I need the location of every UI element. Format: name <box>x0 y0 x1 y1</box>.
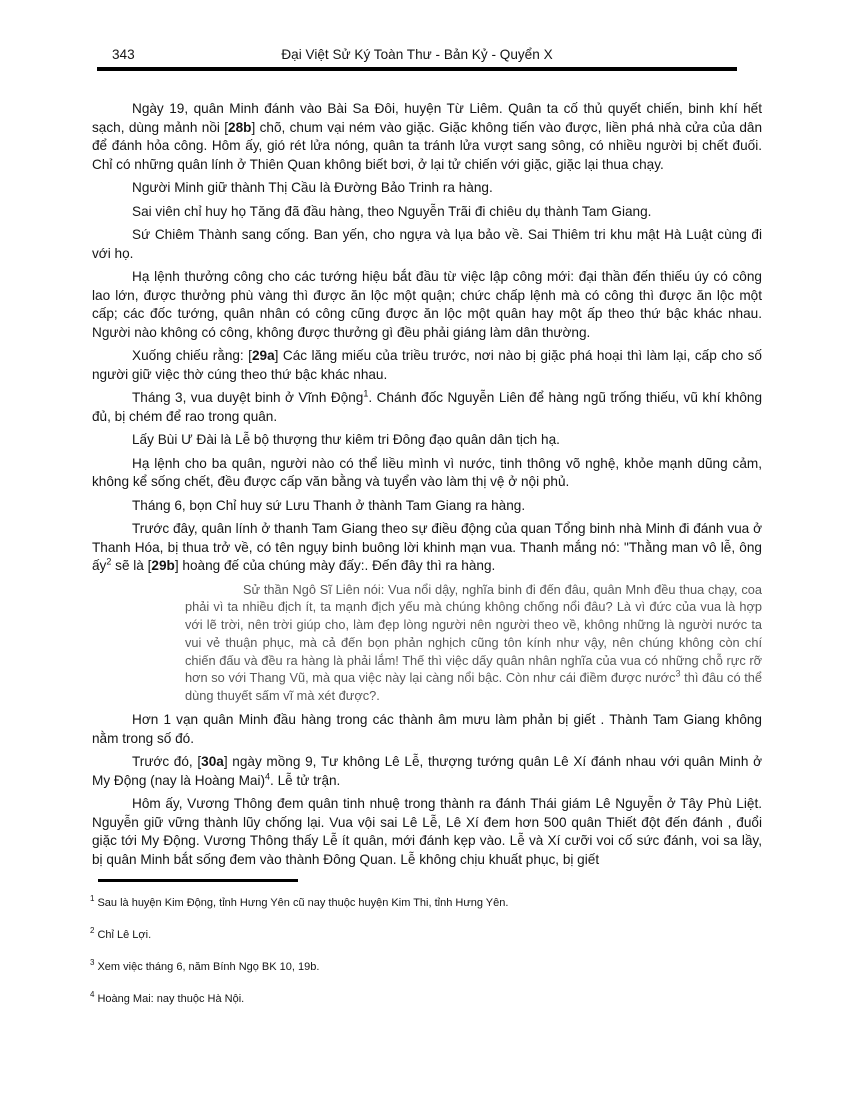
text-run: Hơn 1 vạn quân Minh đầu hàng trong các thành âm mưu làm phản bị giết . Thành Tam Giang không nằm trong số đó. <box>92 712 762 746</box>
footnote-2 <box>90 928 762 942</box>
footnote-text: Sau là huyện Kim Động, tỉnh Hưng Yên cũ nay thuộc huyện Kim Thi, tỉnh Hưng Yên. <box>97 897 509 910</box>
paragraph-8 <box>92 431 762 450</box>
text-run: Hạ lệnh thưởng công cho các tướng hiệu bắt đầu từ việc lập công mới: đại thần đến thiếu úy có công lao lớn, được thưởng phù vàng thì được ăn lộc một quận; chức chấp lệnh mà có công thì được ăn lộc một cấp; các đốc tướng, quân nhân có công cũng được ăn lộc một quân hay một ấp theo thứ bậc khác nhau. Người nào không có công, không được thưởng gì đều phải giáng làm dân thường. <box>92 269 762 340</box>
paragraph-6 <box>92 347 762 384</box>
page-body <box>92 100 762 869</box>
page-header <box>0 0 850 72</box>
text-run: Sai viên chỉ huy họ Tăng đã đầu hàng, theo Nguyễn Trãi đi chiêu dụ thành Tam Giang. <box>132 203 652 219</box>
text-run: ] Các lăng miếu của triều trước, nơi nào bị giặc phá hoại thì làm lại, cấp cho số người giữ việc thờ cúng theo thứ bậc khác nhau. <box>92 348 762 382</box>
folio-marker: 28b <box>228 119 252 135</box>
footnote-marker: 4 <box>90 990 95 1000</box>
text-run: Trước đây, quân lính ở thanh Tam Giang theo sự điều động của quan Tổng binh nhà Minh đi đánh vua ở Thanh Hóa, bị thua trở về, có tên ngụy binh buông lời khinh mạn vua. Thanh mắng nó: "Thằng man vô lễ, ông ấy <box>92 521 762 573</box>
paragraph-4 <box>92 226 762 263</box>
folio-marker: 29a <box>251 348 275 363</box>
text-run: Lấy Bùi Ư Đài là Lễ bộ thượng thư kiêm tri Đông đạo quân dân tịch hạ. <box>132 432 560 447</box>
footnote-marker: 2 <box>90 926 95 936</box>
text-run: Sứ Chiêm Thành sang cống. Ban yến, cho ngựa và lụa bảo về. Sai Thiêm tri khu mật Hà Luật cùng đi với họ. <box>92 227 762 261</box>
header-rule <box>97 67 737 71</box>
paragraph-2 <box>92 179 762 198</box>
paragraph-9 <box>92 455 762 492</box>
text-run: Sử thần Ngô Sĩ Liên nói: Vua nổi dậy, nghĩa binh đi đến đâu, quân Mnh đều thua chạy, coa phải vì ta nhiều địch ít, ta mạnh địch yếu mà chúng không chống nổi đâu? Là vì đức của vua là hợp với lẽ trời, nên trời giúp cho, làm đẹp lòng người nên người theo về, không những là người nước ta vui vẻ thuận phục, mà cả đến bọn phản nghịch cũng tôn kính như vậy, nên chúng không còn chí chiến đấu và đều ra hàng là phải lắm! Thế thì việc dấy quân nhân nghĩa của vua có những chỗ rực rỡ hơn so với Thang Vũ, mà qua việc này lại càng nổi bậc. Còn như cái điềm được nước <box>185 581 762 686</box>
folio-marker: 30a <box>201 754 224 770</box>
footnote-3 <box>90 960 762 974</box>
text-run: ] hoàng đế của chúng mày đấy:. Đến đây thì ra hàng. <box>174 558 496 573</box>
footnote-ref: 2 <box>106 556 112 567</box>
text-run: Hôm ấy, Vương Thông đem quân tinh nhuệ trong thành ra đánh Thái giám Lê Nguyễn ở Tây Phù Liệt. Nguyễn giữ vững thành lũy chống lại. Vua vội sai Lê Lễ, Lê Xí đem hơn 500 quân Thiết đột đến đánh , đuổi giặc tới My Động. Vương Thông thấy Lễ ít quân, mới đánh kẹp vào. Lễ và Xí cưỡi voi cố sức đánh, voi sa lầy, bị quân Minh bắt sống đem vào thành Đông Quan. Lễ không chịu khuất phục, bị giết <box>92 796 762 867</box>
footnote-1 <box>90 896 762 910</box>
page-title: Đại Việt Sử Ký Toàn Thư - Bản Kỷ - Quyển X <box>281 47 553 62</box>
folio-marker: 29b <box>151 558 175 573</box>
text-run: Xuống chiếu rằng: [ <box>132 348 252 363</box>
footnote-text: Chỉ Lê Lợi. <box>97 929 152 942</box>
paragraph-3 <box>92 203 762 222</box>
text-run: thì đâu có thể dùng thuyết sấm vĩ mà xét được?. <box>185 670 763 704</box>
footnote-4 <box>90 992 762 1006</box>
text-run: ] ngày mồng 9, Tư không Lê Lễ, thượng tướng quân Lê Xí đánh nhau với quân Minh ở My Động (nay là Hoàng Mai) <box>92 754 762 788</box>
footnote-ref: 3 <box>675 669 681 680</box>
text-run: . Chánh đốc Nguyễn Liên để hàng ngũ trống thiếu, vũ khí không đủ, bị chém để rao trong quân. <box>92 390 763 424</box>
paragraph-14 <box>92 753 762 790</box>
text-run: ] chõ, chum vại ném vào giặc. Giặc không tiến vào được, liền phá nhà cửa của dân để đánh hỏa công. Hôm ấy, gió rét lửa nóng, quân ta tránh lửa vượt sang sông, có nhiều người bị chết đuối. Chỉ có những quân lính ở Thiên Quan không biết bơi, ở lại tử chiến với giặc, giặc lại thua chạy. <box>92 119 762 172</box>
paragraph-15 <box>92 795 762 869</box>
text-run: Trước đó, [ <box>132 754 202 770</box>
text-run: Ngày 19, quân Minh đánh vào Bài Sa Đôi, huyện Từ Liêm. Quân ta cố thủ quyết chiến, binh khí hết sạch, dùng mảnh nồi [ <box>92 101 762 135</box>
footnote-ref: 1 <box>363 388 369 399</box>
text-run: Tháng 3, vua duyệt binh ở Vĩnh Động <box>132 390 364 405</box>
footnote-text: Hoàng Mai: nay thuộc Hà Nội. <box>97 993 245 1006</box>
paragraph-7 <box>92 389 762 426</box>
text-run: Tháng 6, bọn Chỉ huy sứ Lưu Thanh ở thành Tam Giang ra hàng. <box>132 497 526 513</box>
paragraph-11 <box>92 520 762 576</box>
footnote-marker: 1 <box>90 894 95 904</box>
page-number: 343 <box>112 47 135 62</box>
footnote-separator <box>98 879 298 882</box>
paragraph-5 <box>92 268 762 342</box>
text-run: Người Minh giữ thành Thị Cầu là Đường Bảo Trinh ra hàng. <box>132 180 493 195</box>
paragraph-1 <box>92 100 762 174</box>
historian-commentary <box>185 581 762 706</box>
text-run: Hạ lệnh cho ba quân, người nào có thể liều mình vì nước, tinh thông võ nghệ, khỏe mạnh dũng cảm, không kể sống chết, đều được cấp văn bằng và tuyển vào làm thị vệ ở nội phủ. <box>92 455 762 489</box>
footnote-text: Xem việc tháng 6, năm Bính Ngọ BK 10, 19b. <box>97 961 320 974</box>
paragraph-10 <box>92 497 762 516</box>
footnotes <box>90 896 762 1006</box>
footnote-marker: 3 <box>90 958 95 968</box>
text-run: sẽ là [ <box>111 558 152 573</box>
footnote-ref: 4 <box>265 771 271 782</box>
paragraph-13 <box>92 711 762 748</box>
text-run: . Lễ tử trận. <box>270 772 341 788</box>
